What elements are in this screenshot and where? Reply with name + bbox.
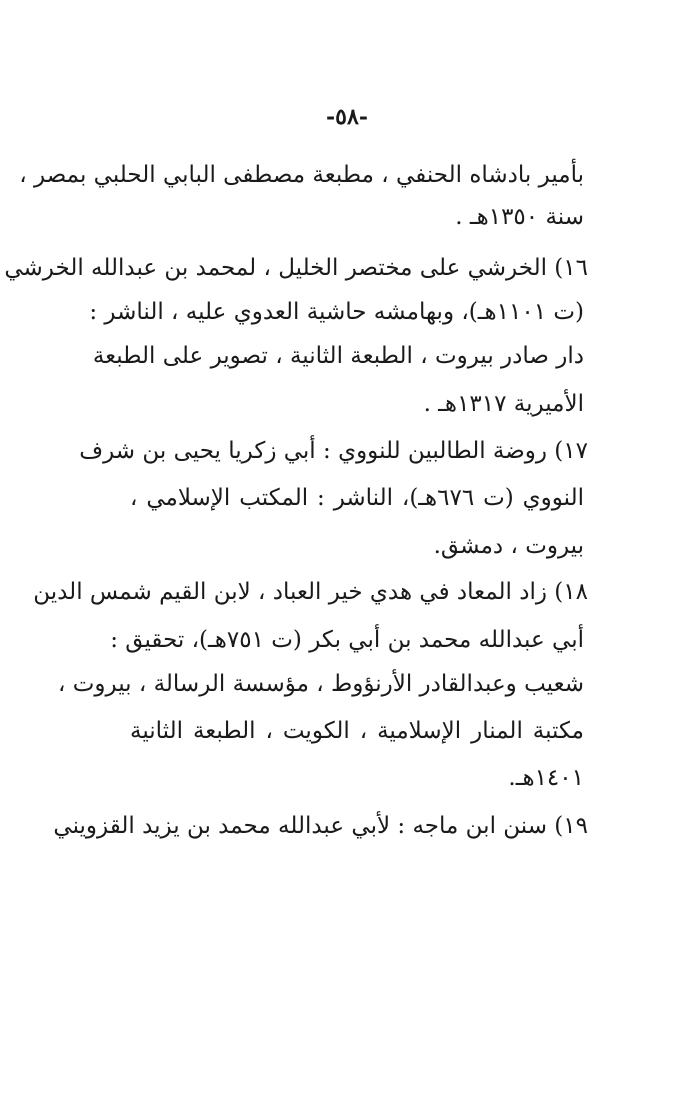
text-line: بأمير بادشاه الحنفي ، مطبعة مصطفى البابي الحلبي بمصر ، [19,162,584,188]
reference-entry-18: ١٨) زاد المعاد في هدي خير العباد ، لابن القيم شمس الدين [33,579,588,605]
text-line: الأميرية ١٣١٧هـ . [423,391,584,417]
page-number: -٥٨- [326,104,368,130]
text-line: النووي (ت ٦٧٦هـ)، الناشر : المكتب الإسلامي ، [130,485,584,511]
text-line: سنة ١٣٥٠هـ . [455,204,584,230]
reference-entry-19: ١٩) سنن ابن ماجه : لأبي عبدالله محمد بن يزيد القزويني [53,813,588,839]
text-line: بيروت ، دمشق. [433,533,584,559]
text-line: مكتبة المنار الإسلامية ، الكويت ، الطبعة الثانية [130,718,584,744]
text-line: أبي عبدالله محمد بن أبي بكر (ت ٧٥١هـ)، تحقيق : [110,627,584,653]
text-line: شعيب وعبدالقادر الأرنؤوط ، مؤسسة الرسالة ، بيروت ، [58,671,584,697]
reference-entry-17: ١٧) روضة الطالبين للنووي : أبي زكريا يحيى بن شرف [79,438,588,464]
text-line: دار صادر بيروت ، الطبعة الثانية ، تصوير على الطبعة [92,343,584,369]
reference-entry-16: ١٦) الخرشي على مختصر الخليل ، لمحمد بن عبدالله الخرشي [4,255,588,281]
text-line: ١٤٠١هـ. [508,765,584,791]
text-line: (ت ١١٠١هـ)، وبهامشه حاشية العدوي عليه ، الناشر : [89,299,584,325]
